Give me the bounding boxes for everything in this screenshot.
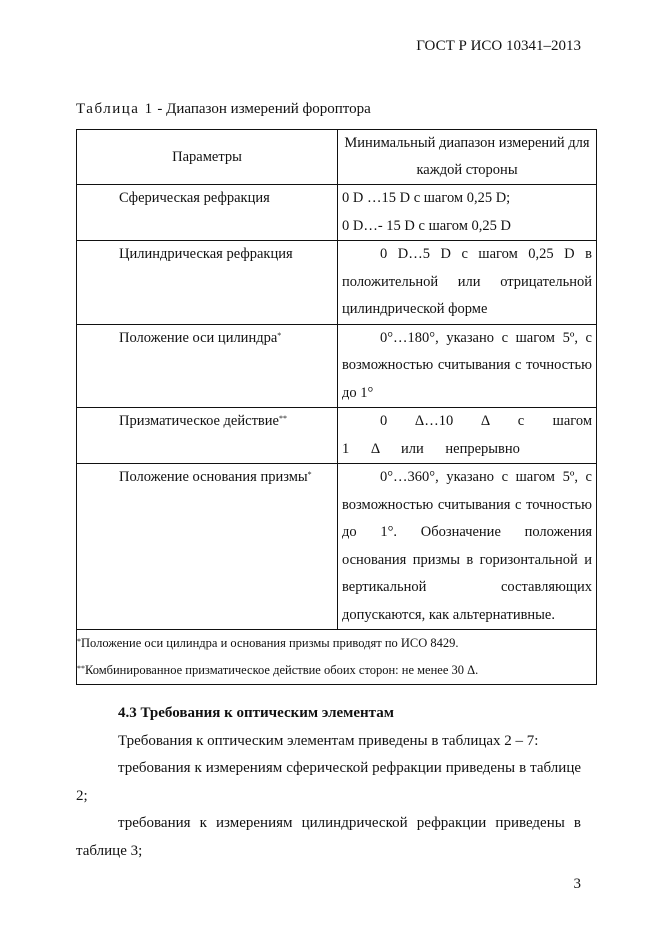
range-text: 0 D…5 D с шагом 0,25 D в положительной или отрицательной цилиндрической форме [342, 246, 592, 317]
footnote-mark: * [277, 330, 282, 340]
range-text: 0°…180°, указано с шагом 5º, с возможностью считывания с точностью до 1° [342, 329, 592, 401]
range-cell [338, 464, 597, 630]
range-cell [338, 408, 597, 464]
param-cell [77, 464, 338, 630]
footnote-mark: * [307, 470, 312, 479]
param-cell [77, 324, 338, 408]
table-row [77, 464, 597, 630]
column-header-parameters: Параметры [77, 130, 338, 185]
range-text: 0 Δ…10 Δ с шагом 1 Δ или непрерывно [342, 413, 592, 457]
document-code: ГОСТ Р ИСО 10341–2013 [416, 38, 581, 54]
range-line: 0 D …15 D с шагом 0,25 D; [342, 190, 511, 206]
note-mark: ** [77, 664, 85, 673]
table-caption [76, 101, 371, 118]
range-cell [338, 185, 597, 241]
note-mark: * [77, 637, 81, 646]
note-text: Комбинированное призматическое действие обоих сторон: не менее 30 Δ. [85, 663, 479, 677]
param-cell [77, 241, 338, 325]
section-heading: 4.3 Требования к оптическим элементам [118, 705, 394, 721]
param-name: Цилиндрическая рефракция [119, 246, 293, 262]
measurement-range-table [76, 129, 597, 685]
param-name: Положение оси цилиндра [119, 329, 278, 346]
note-text: Положение оси цилиндра и основания призмы приводят по ИСО 8429. [81, 636, 459, 650]
table-row [77, 185, 597, 241]
column-header-range: Минимальный диапазон измерений для каждой стороны [338, 130, 597, 185]
table-note [77, 630, 596, 657]
range-text: 0°…360°, указано с шагом 5º, с возможностью считывания с точностью до 1°. Обозначение положения основания призмы в горизонтальной и вертикальной составляющих допускаются, как альтернативные. [342, 469, 592, 623]
range-cell [338, 241, 597, 325]
range-line: 0 D…- 15 D с шагом 0,25 D [342, 217, 512, 234]
table-notes-row [77, 630, 597, 685]
param-cell [77, 185, 338, 241]
table-caption-text: - Диапазон измерений фороптора [153, 101, 371, 117]
paragraph: Требования к оптическим элементам приведены в таблицах 2 – 7: [118, 732, 539, 749]
table-row [77, 324, 597, 408]
table-row [77, 408, 597, 464]
param-cell [77, 408, 338, 464]
param-name: Сферическая рефракция [119, 190, 270, 206]
table-header-row [77, 130, 597, 185]
table-notes [77, 630, 597, 685]
table-caption-label: Таблица 1 [76, 101, 154, 117]
param-name: Призматическое действие [119, 413, 279, 429]
table-note [77, 657, 596, 684]
range-cell [338, 324, 597, 408]
footnote-mark: ** [278, 414, 287, 423]
page-number: 3 [573, 876, 581, 892]
section-body [76, 700, 581, 865]
param-name: Положение основания призмы [119, 469, 308, 485]
paragraph: требования к измерениям сферической рефракции приведены в таблице 2; [76, 760, 581, 804]
table-row [77, 241, 597, 325]
paragraph: требования к измерениям цилиндрической рефракции приведены в таблице 3; [76, 815, 581, 859]
